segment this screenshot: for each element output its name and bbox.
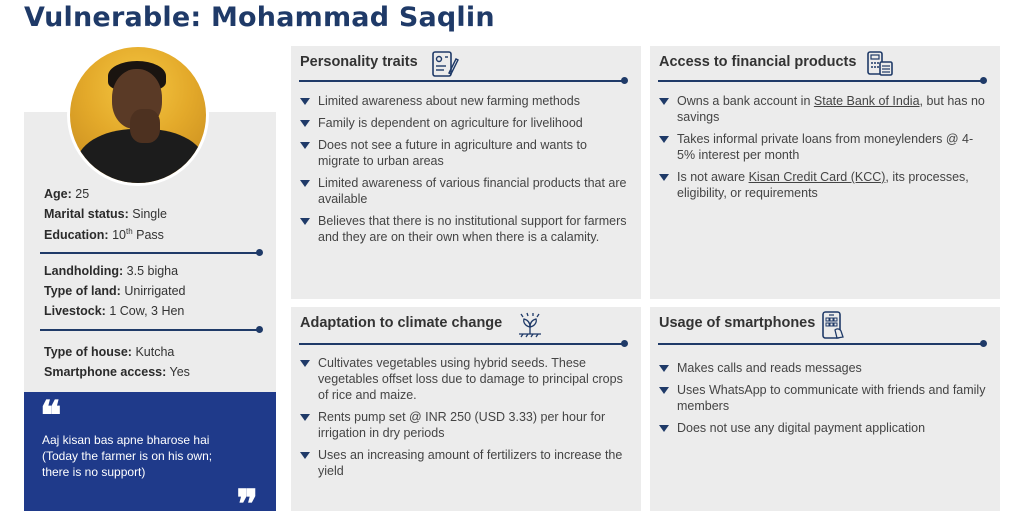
quote-line-3: there is no support) [42,465,146,479]
profile-divider-1 [40,252,260,254]
smartphone-icon [818,310,848,340]
land-type-value: Unirrigated [124,284,186,298]
kcc-link[interactable]: Kisan Credit Card (KCC) [748,170,886,184]
financial-item-1-post: , but has no savings [677,94,985,124]
landholding-value: 3.5 bigha [126,264,179,278]
house-label: Type of house: [44,345,132,359]
livestock-row [44,304,184,318]
financial-list [659,93,989,207]
list-item: Does not use any digital payment application [659,420,989,436]
quote-text [42,432,267,480]
quote-close-icon: ❞ [236,481,258,528]
list-item: Family is dependent on agriculture for livelihood [300,115,630,131]
climate-list [300,355,630,485]
quote-box [24,392,276,528]
card-financial-products [650,46,1000,299]
smartphone-label: Smartphone access: [44,365,167,379]
page-title: Vulnerable: Mohammad Saqlin [24,2,495,33]
land-type-row [44,284,185,298]
age-value: 25 [75,187,90,201]
house-row [44,345,174,359]
state-bank-link[interactable]: State Bank of India [813,94,920,108]
education-value-sup: th [125,227,133,236]
card-climate-change [291,307,641,511]
quote-line-1: Aaj kisan bas apne bharose hai [42,433,210,447]
financial-item-1-pre: Owns a bank account in [677,94,814,108]
card-rule-smartphones [658,343,984,345]
list-item: Takes informal private loans from moneylenders @ 4-5% interest per month [659,131,989,163]
card-rule-financial [658,80,984,82]
livestock-value: 1 Cow, 3 Hen [109,304,185,318]
age-label: Age: [44,187,72,201]
profile-divider-2 [40,329,260,331]
landholding-row [44,264,178,278]
card-smartphones [650,307,1000,511]
avatar [67,44,209,186]
personality-form-icon [429,49,459,79]
list-item: Believes that there is no institutional support for farmers and they are on their own when there is a calamity. [300,213,630,245]
list-item: Uses WhatsApp to communicate with friends and family members [659,382,989,414]
marital-row [44,207,167,221]
house-value: Kutcha [135,345,175,359]
climate-plant-icon [515,310,545,340]
list-item: Limited awareness of various financial products that are available [300,175,630,207]
personality-list [300,93,630,251]
smartphones-list [659,360,989,442]
card-rule-climate [299,343,625,345]
quote-open-icon: ❝ [40,392,62,439]
card-rule-personality [299,80,625,82]
smartphone-row [44,365,190,379]
landholding-label: Landholding: [44,264,124,278]
list-item: Cultivates vegetables using hybrid seeds. These vegetables offset loss due to damage to principal crops of rice and maize. [300,355,630,403]
financial-item-3-post: , its processes, eligibility, or requirements [677,170,969,200]
list-item [659,169,989,201]
marital-value: Single [132,207,167,221]
card-title-smartphones: Usage of smartphones [659,315,816,331]
smartphone-value: Yes [169,365,190,379]
list-item: Rents pump set @ INR 250 (USD 3.33) per hour for irrigation in dry periods [300,409,630,441]
list-item: Makes calls and reads messages [659,360,989,376]
education-row [44,227,164,242]
list-item [659,93,989,125]
quote-line-2: (Today the farmer is on his own; [42,449,213,463]
calculator-icon [865,48,895,78]
card-title-financial: Access to financial products [659,54,857,70]
livestock-label: Livestock: [44,304,106,318]
financial-item-3-pre: Is not aware [677,170,749,184]
card-title-personality: Personality traits [300,54,418,70]
card-personality-traits [291,46,641,299]
list-item: Does not see a future in agriculture and wants to migrate to urban areas [300,137,630,169]
education-label: Education: [44,228,109,243]
education-value-rest: Pass [136,228,164,243]
avatar-arm [130,109,160,143]
land-type-label: Type of land: [44,284,121,298]
list-item: Limited awareness about new farming methods [300,93,630,109]
marital-label: Marital status: [44,207,129,221]
age-row [44,187,89,201]
card-title-climate: Adaptation to climate change [300,315,503,331]
list-item: Uses an increasing amount of fertilizers to increase the yield [300,447,630,479]
education-value-num: 10 [112,228,126,243]
